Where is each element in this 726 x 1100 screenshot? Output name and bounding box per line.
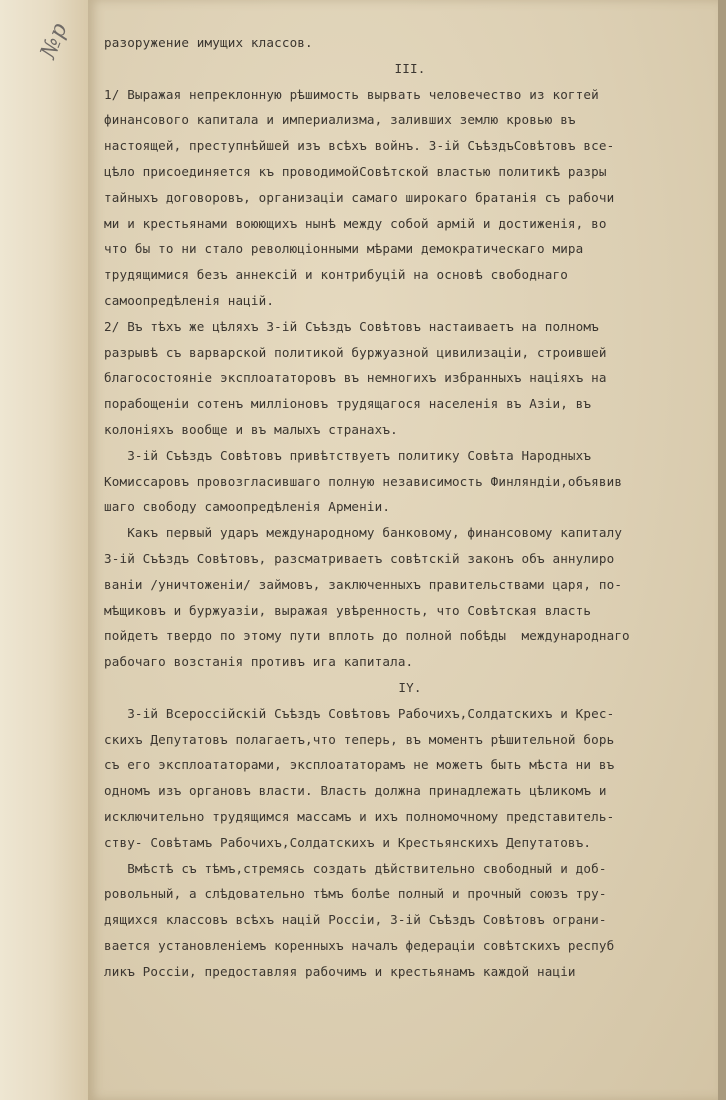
section-heading: IY. — [398, 679, 422, 695]
text-line: разоружение имущих классов. — [104, 35, 313, 50]
text-line: Вмѣстѣ съ тѣмъ,стремясь создать дѣйствительно свободный и доб- — [104, 860, 607, 876]
text-line: 3-ій Съѣздъ Совѣтовъ привѣтствуетъ политику Совѣта Народныхъ — [104, 447, 592, 463]
text-line: финансового капитала и империализма, заливших землю кровью въ — [104, 112, 576, 128]
text-line: одномъ изъ органовъ власти. Власть должна принадлежать цѣликомъ и — [104, 783, 607, 799]
section-heading: III. — [394, 60, 426, 76]
text-line: благосостояніе эксплоататоровъ въ немногихъ избранныхъ націяхъ на — [104, 370, 607, 386]
text-line: 2/ Въ тѣхъ же цѣляхъ 3-ій Съѣздъ Совѣтовъ настаиваетъ на полномъ — [104, 318, 599, 334]
text-line: разрывѣ съ варварской политикой буржуазной цивилизаціи, строившей — [104, 344, 607, 360]
text-line: самоопредѣленія націй. — [104, 292, 275, 308]
text-line: что бы то ни стало революціонными мѣрами демократическаго мира — [104, 241, 584, 257]
text-line: рабочаго возстанія противъ ига капитала. — [104, 654, 414, 670]
text-line: вается установленіемъ коренныхъ началъ федераціи совѣтскихъ респуб — [104, 937, 615, 953]
text-line: съ его эксплоататорами, эксплоататорамъ не можетъ быть мѣста ни въ — [104, 757, 615, 773]
text-line: скихъ Депутатовъ полагаетъ,что теперь, въ моментъ рѣшительной борь — [104, 731, 615, 747]
text-line: ваніи /уничтоженіи/ займовъ, заключенныхъ правительствами царя, по- — [104, 576, 623, 592]
text-line: Какъ первый ударъ международному банковому, финансовому капиталу — [104, 525, 623, 541]
text-line: 3-ій Всероссійскій Съѣздъ Совѣтовъ Рабочихъ,Солдатскихъ и Крес- — [104, 705, 615, 721]
page-edge — [718, 0, 726, 1100]
text-line: шаго свободу самоопредѣленія Арменіи. — [104, 499, 391, 515]
text-line: 1/ Выражая непреклонную рѣшимость вырвать человечество из когтей — [104, 86, 599, 102]
text-line: трудящимися безъ аннексій и контрибуцій на основѣ свободнаго — [104, 267, 568, 283]
text-line: колоніяхъ вообще и въ малыхъ странахъ. — [104, 421, 398, 437]
text-line: ми и крестьянами воюющихъ нынѣ между собой армій и достиженія, во — [104, 215, 607, 231]
text-line: ровольный, а слѣдовательно тѣмъ болѣе полный и прочный союзъ тру- — [104, 886, 607, 902]
text-line: тайныхъ договоровъ, организаціи самаго широкаго братанія съ рабочи — [104, 189, 615, 205]
text-line: ликъ Россіи, предоставляя рабочимъ и крестьянамъ каждой націи — [104, 963, 576, 979]
text-line: дящихся классовъ всѣхъ націй Россіи, 3-ій Съѣздъ Совѣтовъ ограни- — [104, 912, 607, 928]
text-line: пойдетъ твердо по этому пути вплоть до полной побѣды международнаго — [104, 628, 630, 644]
text-line: ству- Совѣтамъ Рабочихъ,Солдатскихъ и Крестьянскихъ Депутатовъ. — [104, 834, 592, 850]
text-line: мѣщиковъ и буржуазіи, выражая увѣренность, что Совѣтская власть — [104, 602, 592, 618]
text-line: 3-ій Съѣздъ Совѣтовъ, разсматриваетъ совѣтскій законъ объ аннулиро — [104, 550, 615, 566]
text-line: исключительно трудящимся массамъ и ихъ полномочному представитель- — [104, 808, 615, 824]
binding-strip — [0, 0, 89, 1100]
text-line: порабощеніи сотенъ милліоновъ трудящагося населенія въ Азіи, въ — [104, 396, 592, 412]
text-line: цѣло присоединяется къ проводимойСовѣтской властью политикѣ разры — [104, 163, 607, 179]
document-text — [104, 30, 716, 984]
text-line: настоящей, преступнѣйшей изъ всѣхъ войнъ. 3-ій СъѣздъСовѣтовъ все- — [104, 138, 615, 154]
archive-margin-note: №р — [35, 18, 73, 63]
text-line: Комиссаровъ провозгласившаго полную независимость Финляндіи,объявив — [104, 473, 623, 489]
